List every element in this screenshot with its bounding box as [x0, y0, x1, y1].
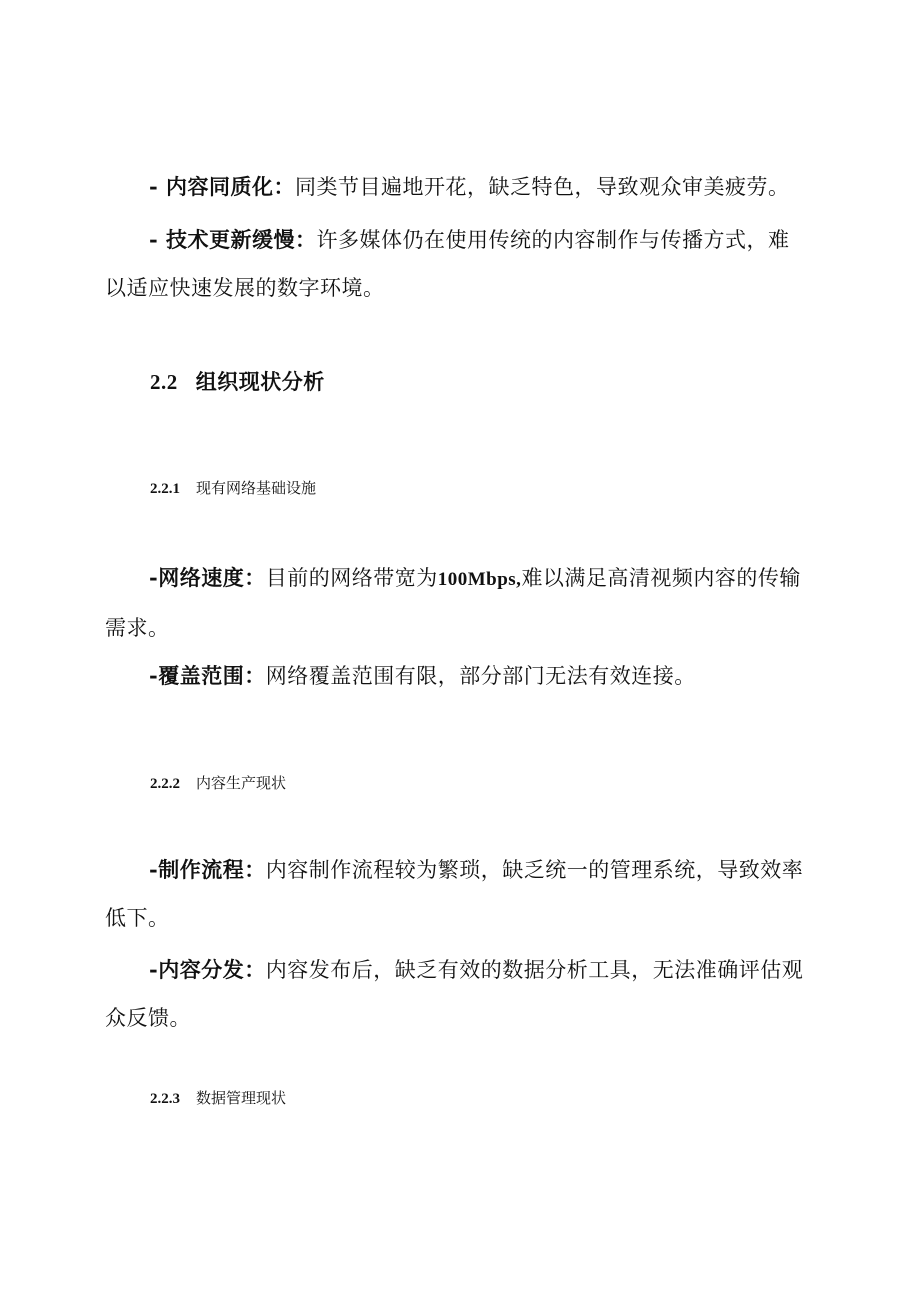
term-content-distribution: -内容分发：	[149, 957, 266, 982]
section-number-2-2: 2.2	[150, 370, 178, 394]
paragraph-content-distribution	[105, 946, 805, 1042]
section-title-2-2: 组织现状分析	[195, 369, 325, 394]
section-title-2-2-2: 内容生产现状	[196, 774, 287, 792]
section-title-2-2-1: 现有网络基础设施	[196, 479, 317, 497]
term-production-process: -制作流程：	[149, 857, 266, 882]
term-network-speed: -网络速度：	[149, 565, 266, 590]
section-number-2-2-1: 2.2.1	[150, 481, 180, 497]
section-heading-2-2-1	[150, 477, 316, 498]
paragraph-coverage	[105, 652, 805, 700]
paragraph-slow-tech-update	[105, 216, 805, 312]
section-number-2-2-3: 2.2.3	[150, 1091, 180, 1107]
section-number-2-2-2: 2.2.2	[150, 776, 180, 792]
text-content-distribution: 内容发布后，缺乏有效的数据分析工具，无法准确评估观众反馈。	[105, 958, 804, 1030]
section-heading-2-2-3	[150, 1087, 286, 1108]
text-production-process: 内容制作流程较为繁琐，缺乏统一的管理系统，导致效率低下。	[105, 858, 804, 930]
text-network-speed-value: 100Mbps,	[437, 569, 522, 590]
term-coverage: -覆盖范围：	[149, 663, 266, 688]
text-slow-tech-update: 许多媒体仍在使用传统的内容制作与传播方式，难以适应快速发展的数字环境。	[105, 228, 790, 300]
section-heading-2-2	[150, 366, 325, 396]
section-title-2-2-3: 数据管理现状	[196, 1089, 287, 1107]
term-slow-tech-update: - 技术更新缓慢：	[149, 227, 317, 252]
text-network-speed-after: 难以满足高清视频内容的传输需求。	[105, 566, 801, 640]
paragraph-network-speed	[105, 554, 805, 652]
paragraph-content-homogenization	[105, 163, 805, 211]
text-coverage: 网络覆盖范围有限，部分部门无法有效连接。	[265, 664, 696, 688]
term-content-homogenization: - 内容同质化：	[149, 174, 296, 199]
text-content-homogenization: 同类节目遍地开花，缺乏特色，导致观众审美疲劳。	[295, 175, 790, 199]
section-heading-2-2-2	[150, 772, 286, 793]
text-network-speed-before: 目前的网络带宽为	[265, 566, 438, 590]
paragraph-production-process	[105, 846, 805, 942]
